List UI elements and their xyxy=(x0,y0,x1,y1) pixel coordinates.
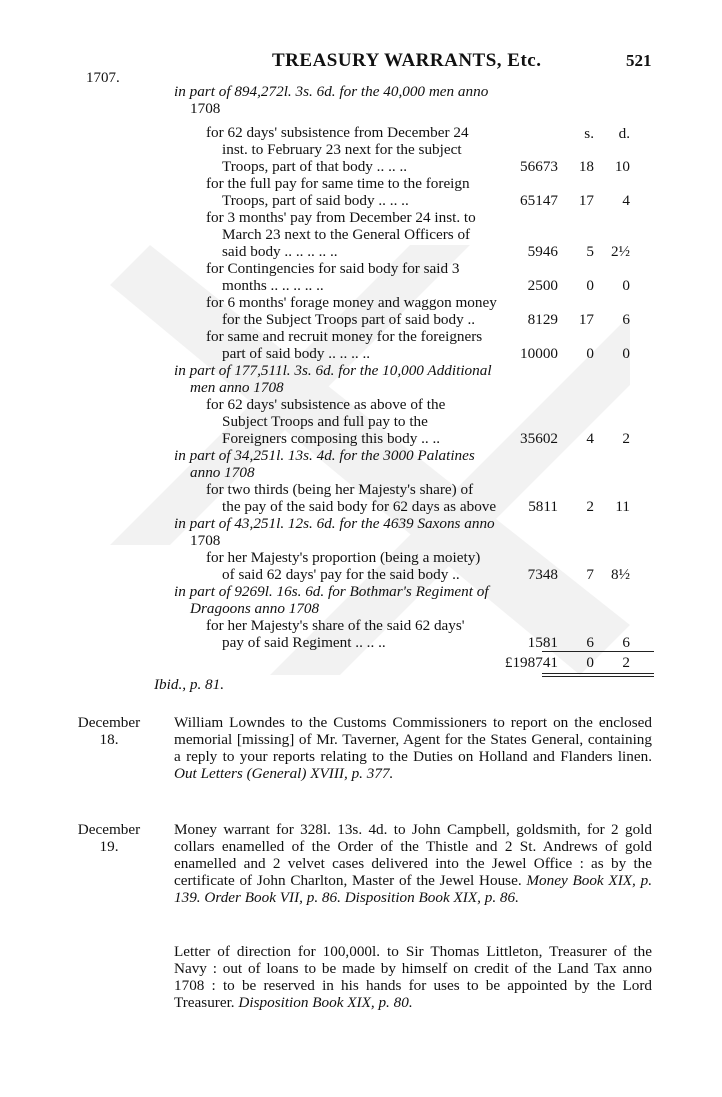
entry-text: Letter of direction for 100,000l. to Sir Thomas Littleton, Treasurer of the Navy : out of loans to be made by himself on credit of the Land Tax anno 1708 : to be reserved in his hands for uses to be appointed by the Lord Treasurer. xyxy=(174,943,652,1011)
row-line: months .. .. .. .. .. xyxy=(222,277,324,294)
pence-cell: 2 xyxy=(622,430,630,447)
row-line: the pay of the said body for 62 days as above xyxy=(222,498,497,515)
date-day: 19. xyxy=(99,838,119,855)
section-heading-cont: 1708 xyxy=(190,100,221,117)
shillings-cell: 4 xyxy=(586,430,594,447)
pounds-cell: 5811 xyxy=(528,498,558,515)
entry-paragraph xyxy=(174,943,652,1011)
row-line: pay of said Regiment .. .. .. xyxy=(222,634,386,651)
row-line: part of said body .. .. .. .. xyxy=(222,345,371,362)
row-line: Foreigners composing this body .. .. xyxy=(222,430,441,447)
entry-refs: Out Letters (General) XVIII, p. 377. xyxy=(174,765,394,782)
pounds-cell: 56673 xyxy=(520,158,558,175)
shillings-cell: 17 xyxy=(578,311,594,328)
pence-cell: 2½ xyxy=(611,243,630,260)
pence-cell: 0 xyxy=(622,277,630,294)
entry-date xyxy=(70,821,148,855)
section-heading: in part of 894,272l. 3s. 6d. for the 40,000 men anno xyxy=(174,83,489,100)
pence-cell: 6 xyxy=(622,311,630,328)
shillings-header: s. xyxy=(584,125,594,142)
shillings-cell: 5 xyxy=(586,243,594,260)
entry-refs: Disposition Book XIX, p. 80. xyxy=(238,994,413,1011)
shillings-cell: 0 xyxy=(586,277,594,294)
section-heading-cont: anno 1708 xyxy=(190,464,255,481)
entry-paragraph xyxy=(174,714,652,782)
row-line: for the full pay for same time to the foreign xyxy=(206,175,470,192)
date-month: December xyxy=(77,714,141,731)
pounds-cell: 35602 xyxy=(520,430,558,447)
section-heading: in part of 43,251l. 12s. 6d. for the 4639 Saxons anno xyxy=(174,515,495,532)
shillings-cell: 0 xyxy=(586,345,594,362)
shillings-cell: 18 xyxy=(578,158,594,175)
row-line: said body .. .. .. .. .. xyxy=(222,243,338,260)
pence-cell: 11 xyxy=(615,498,630,515)
row-line: for same and recruit money for the foreigners xyxy=(206,328,483,345)
entry-refs: Money Book XIX, p. 139. Order Book VII, p. 86. Disposition Book XIX, p. 86. xyxy=(174,872,652,906)
citation: Ibid., p. 81. xyxy=(154,676,225,693)
row-line: Troops, part of that body .. .. .. xyxy=(222,158,408,175)
total-pounds: £198741 xyxy=(504,654,558,671)
section-heading: in part of 177,511l. 3s. 6d. for the 10,000 Additional xyxy=(174,362,492,379)
row-line: for the Subject Troops part of said body .. xyxy=(222,311,476,328)
date-day: 18. xyxy=(99,731,119,748)
running-head-title: TREASURY WARRANTS, Etc. xyxy=(272,50,542,71)
entry-text: Money warrant for 328l. 13s. 4d. to John Campbell, goldsmith, for 2 gold collars enamelled of the Order of the Thistle and 2 St. Andrews of gold enamelled and 2 velvet cases delivered into the Jewel Office : as by the certificate of John Charlton, Master of the Jewel House. xyxy=(174,821,652,889)
row-line: of said 62 days' pay for the said body .. xyxy=(222,566,460,583)
total-pence: 2 xyxy=(622,654,630,671)
pounds-cell: 5946 xyxy=(527,243,558,260)
row-line: Troops, part of said body .. .. .. xyxy=(222,192,409,209)
section-heading: in part of 9269l. 16s. 6d. for Bothmar's Regiment of xyxy=(174,583,489,600)
pounds-cell: 2500 xyxy=(527,277,558,294)
pounds-cell: 1581 xyxy=(527,634,558,651)
section-heading-cont: men anno 1708 xyxy=(190,379,284,396)
page-number: 521 xyxy=(626,51,652,70)
row-line: for 62 days' subsistence from December 24 xyxy=(206,124,469,141)
entry-text: William Lowndes to the Customs Commissioners to report on the enclosed memorial [missing] of Mr. Taverner, Agent for the States General, containing a reply to your reports relating to the Duties on Holland and Flanders linen. xyxy=(174,714,652,765)
entry-date xyxy=(70,714,148,748)
row-line: for Contingencies for said body for said 3 xyxy=(206,260,460,277)
entry-paragraph xyxy=(174,821,652,906)
pence-cell: 4 xyxy=(622,192,630,209)
date-month: December xyxy=(77,821,141,838)
shillings-cell: 6 xyxy=(586,634,594,651)
pounds-cell: 65147 xyxy=(520,192,558,209)
row-line: for her Majesty's share of the said 62 days' xyxy=(206,617,465,634)
row-line: for 6 months' forage money and waggon money xyxy=(206,294,497,311)
row-line: for 62 days' subsistence as above of the xyxy=(206,396,446,413)
pence-cell: 8½ xyxy=(611,566,630,583)
total-rule-bottom xyxy=(542,673,654,674)
margin-year: 1707. xyxy=(86,70,120,86)
row-line: for her Majesty's proportion (being a moiety) xyxy=(206,549,481,566)
shillings-cell: 2 xyxy=(586,498,594,515)
pounds-cell: 8129 xyxy=(527,311,558,328)
row-line: for 3 months' pay from December 24 inst. to xyxy=(206,209,476,226)
section-heading-cont: Dragoons anno 1708 xyxy=(190,600,320,617)
total-shillings: 0 xyxy=(586,654,594,671)
pounds-cell: 10000 xyxy=(520,345,558,362)
row-line: March 23 next to the General Officers of xyxy=(222,226,471,243)
section-heading: in part of 34,251l. 13s. 4d. for the 3000 Palatines xyxy=(174,447,475,464)
pence-cell: 6 xyxy=(622,634,630,651)
row-line: Subject Troops and full pay to the xyxy=(222,413,428,430)
row-line: for two thirds (being her Majesty's share) of xyxy=(206,481,474,498)
section-heading-cont: 1708 xyxy=(190,532,221,549)
shillings-cell: 7 xyxy=(586,566,594,583)
total-rule-top xyxy=(542,651,654,652)
pounds-cell: 7348 xyxy=(527,566,558,583)
pence-cell: 0 xyxy=(622,345,630,362)
pence-header: d. xyxy=(618,125,630,142)
pence-cell: 10 xyxy=(614,158,630,175)
row-line: inst. to February 23 next for the subject xyxy=(222,141,462,158)
total-rule-bottom-2 xyxy=(542,676,654,677)
shillings-cell: 17 xyxy=(578,192,594,209)
